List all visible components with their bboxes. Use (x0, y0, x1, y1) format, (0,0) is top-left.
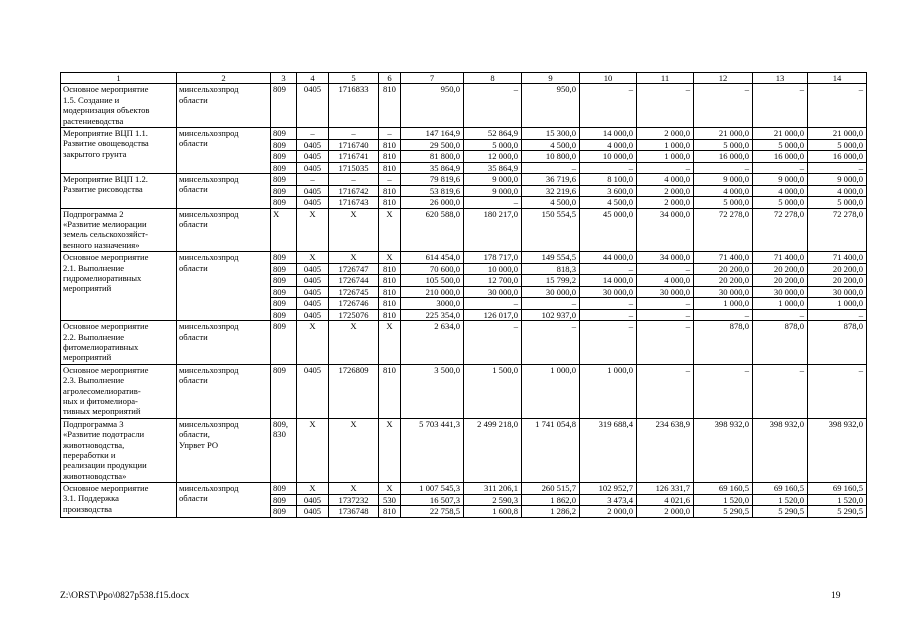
table-cell: 5 000,0 (808, 139, 867, 151)
program-name-cell: Основное мероприятие 2.2. Выполнение фитомелиоративных мероприятий (61, 321, 177, 365)
table-cell: 2 000,0 (637, 185, 694, 197)
table-cell: 8 100,0 (580, 174, 637, 186)
executor-cell: минсельхозпрод области (177, 128, 271, 174)
table-cell: X (297, 321, 329, 365)
table-cell: 810 (379, 139, 401, 151)
program-name-cell: Основное мероприятие 1.5. Создание и модернизация объектов растениеводства (61, 84, 177, 128)
table-cell: 809 (271, 252, 297, 264)
table-cell: – (637, 321, 694, 365)
table-cell: 69 160,5 (694, 483, 753, 495)
header-cell: 11 (637, 73, 694, 84)
table-cell: 72 278,0 (808, 208, 867, 252)
table-cell: 9 000,0 (464, 185, 522, 197)
table-cell: 14 000,0 (580, 128, 637, 140)
table-cell: 809 (271, 197, 297, 209)
executor-cell: минсельхозпрод области (177, 208, 271, 252)
table-row (61, 252, 867, 264)
program-name-cell: Подпрограмма 3 «Развитие подотрасли животноводства, переработки и реализации продукции животноводства» (61, 418, 177, 482)
table-cell: 5 000,0 (694, 197, 753, 209)
table-cell: 809 (271, 174, 297, 186)
program-name-cell: Основное мероприятие 3.1. Поддержка производства (61, 483, 177, 518)
table-cell: 0405 (297, 364, 329, 418)
table-cell: – (580, 162, 637, 174)
table-cell: 9 000,0 (464, 174, 522, 186)
table-cell: – (694, 309, 753, 321)
table-cell: 72 278,0 (753, 208, 808, 252)
header-cell: 2 (177, 73, 271, 84)
table-cell: 4 000,0 (580, 139, 637, 151)
table-cell: 5 290,5 (808, 506, 867, 518)
table-cell: – (753, 84, 808, 128)
table-cell: 260 515,7 (522, 483, 580, 495)
table-cell: – (522, 321, 580, 365)
table-cell: 126 331,7 (637, 483, 694, 495)
table-cell: 16 000,0 (808, 151, 867, 163)
table-cell: 0405 (297, 286, 329, 298)
table-cell: 1 000,0 (637, 151, 694, 163)
table-cell: 5 000,0 (753, 197, 808, 209)
table-cell: 0405 (297, 263, 329, 275)
table-cell: 1 000,0 (694, 298, 753, 310)
table-cell: 0405 (297, 84, 329, 128)
table-cell: 20 200,0 (808, 275, 867, 287)
table-cell: – (637, 162, 694, 174)
header-cell: 13 (753, 73, 808, 84)
table-cell: 1736748 (329, 506, 379, 518)
table-cell: 15 300,0 (522, 128, 580, 140)
table-cell: X (379, 252, 401, 264)
table-cell: – (580, 84, 637, 128)
table-cell: 810 (379, 151, 401, 163)
table-cell: – (522, 298, 580, 310)
table-cell: – (522, 162, 580, 174)
table-cell: X (329, 252, 379, 264)
table-cell: 1726809 (329, 364, 379, 418)
table-cell: 12 700,0 (464, 275, 522, 287)
table-cell: 5 290,5 (753, 506, 808, 518)
table-cell: – (637, 364, 694, 418)
table-cell: – (637, 84, 694, 128)
table-cell: – (637, 263, 694, 275)
table-cell: 180 217,0 (464, 208, 522, 252)
table-cell: 126 017,0 (464, 309, 522, 321)
table-cell: – (297, 174, 329, 186)
table-cell: X (329, 483, 379, 495)
table-cell: 809 (271, 286, 297, 298)
header-cell: 3 (271, 73, 297, 84)
table-cell: 34 000,0 (637, 252, 694, 264)
table-cell: 30 000,0 (808, 286, 867, 298)
table-cell: 30 000,0 (753, 286, 808, 298)
table-cell: 35 864,9 (401, 162, 464, 174)
table-cell: X (297, 483, 329, 495)
table-cell: 810 (379, 309, 401, 321)
table-cell: 20 200,0 (694, 275, 753, 287)
table-cell: 2 634,0 (401, 321, 464, 365)
table-cell: 1 000,0 (522, 364, 580, 418)
table-cell: 79 819,6 (401, 174, 464, 186)
header-cell: 12 (694, 73, 753, 84)
table-cell: – (808, 309, 867, 321)
table-cell: 105 500,0 (401, 275, 464, 287)
table-cell: 809 (271, 483, 297, 495)
table-cell: 1 520,0 (753, 494, 808, 506)
table-cell: – (694, 364, 753, 418)
table-cell: 810 (379, 275, 401, 287)
table-cell: 234 638,9 (637, 418, 694, 482)
table-cell: 809 (271, 364, 297, 418)
table-cell: 21 000,0 (694, 128, 753, 140)
table-cell: 878,0 (694, 321, 753, 365)
table-cell: 0405 (297, 151, 329, 163)
table-cell: – (580, 309, 637, 321)
table-cell: 2 000,0 (637, 128, 694, 140)
table-cell: 0405 (297, 494, 329, 506)
header-cell: 10 (580, 73, 637, 84)
executor-cell: минсельхозпрод области (177, 321, 271, 365)
table-row (61, 128, 867, 140)
table-cell: – (808, 162, 867, 174)
program-name-cell: Подпрограмма 2 «Развитие мелиорации земель сельскохозяйст- венного назначения» (61, 208, 177, 252)
table-cell: 70 600,0 (401, 263, 464, 275)
table-cell: 72 278,0 (694, 208, 753, 252)
table-cell: 22 758,5 (401, 506, 464, 518)
table-cell: 810 (379, 84, 401, 128)
table-row (61, 483, 867, 495)
table-cell: – (379, 128, 401, 140)
table-cell: – (580, 321, 637, 365)
table-cell: 30 000,0 (522, 286, 580, 298)
table-cell: 26 000,0 (401, 197, 464, 209)
table-cell: 30 000,0 (694, 286, 753, 298)
table-cell: X (379, 418, 401, 482)
table-row (61, 364, 867, 418)
table-cell: 398 932,0 (694, 418, 753, 482)
header-cell: 7 (401, 73, 464, 84)
table-cell: 0405 (297, 275, 329, 287)
table-cell: 3 500,0 (401, 364, 464, 418)
table-cell: 4 500,0 (522, 139, 580, 151)
table-cell: 810 (379, 162, 401, 174)
table-cell: – (464, 84, 522, 128)
table-cell: 2 000,0 (580, 506, 637, 518)
table-cell: 21 000,0 (753, 128, 808, 140)
table-cell: 0405 (297, 185, 329, 197)
table-cell: 1 007 545,3 (401, 483, 464, 495)
table-cell: 52 864,9 (464, 128, 522, 140)
table-cell: 53 819,6 (401, 185, 464, 197)
table-cell: 69 160,5 (753, 483, 808, 495)
table-cell: 950,0 (401, 84, 464, 128)
table-cell: 30 000,0 (464, 286, 522, 298)
table-row (61, 174, 867, 186)
table-cell: 30 000,0 (580, 286, 637, 298)
table-cell: 1725076 (329, 309, 379, 321)
program-name-cell: Основное мероприятие 2.3. Выполнение агролесомелиоратив- ных и фитомелиора- тивных мероприятий (61, 364, 177, 418)
table-cell: 1716740 (329, 139, 379, 151)
data-table (60, 72, 867, 518)
table-cell: 3000,0 (401, 298, 464, 310)
table-cell: 810 (379, 185, 401, 197)
table-cell: 809, 830 (271, 418, 297, 482)
table-cell: – (580, 298, 637, 310)
table-cell: 29 500,0 (401, 139, 464, 151)
table-cell: 10 000,0 (464, 263, 522, 275)
table-cell: X (329, 418, 379, 482)
table-cell: – (753, 162, 808, 174)
table-cell: 809 (271, 151, 297, 163)
table-cell: 1716833 (329, 84, 379, 128)
table-cell: – (329, 128, 379, 140)
program-name-cell: Мероприятие ВЦП 1.2. Развитие рисоводства (61, 174, 177, 209)
table-cell: 809 (271, 162, 297, 174)
table-cell: – (464, 321, 522, 365)
table-cell: 620 588,0 (401, 208, 464, 252)
header-cell: 14 (808, 73, 867, 84)
table-cell: – (297, 128, 329, 140)
table-cell: 69 160,5 (808, 483, 867, 495)
table-cell: – (464, 197, 522, 209)
table-cell: 1 000,0 (580, 364, 637, 418)
table-cell: 102 937,0 (522, 309, 580, 321)
table-cell: 71 400,0 (694, 252, 753, 264)
table-cell: 809 (271, 321, 297, 365)
table-cell: – (753, 309, 808, 321)
table-cell: 20 200,0 (694, 263, 753, 275)
table-cell: – (694, 84, 753, 128)
table-cell: 45 000,0 (580, 208, 637, 252)
table-cell: 1 286,2 (522, 506, 580, 518)
table-cell: 1726747 (329, 263, 379, 275)
table-cell: 1 520,0 (808, 494, 867, 506)
table-cell: X (329, 321, 379, 365)
header-cell: 4 (297, 73, 329, 84)
table-cell: 809 (271, 185, 297, 197)
program-name-cell: Основное мероприятие 2.1. Выполнение гидромелиоративных мероприятий (61, 252, 177, 321)
table-cell: 810 (379, 298, 401, 310)
table-cell: 178 717,0 (464, 252, 522, 264)
table-cell: 30 000,0 (637, 286, 694, 298)
table-cell: 21 000,0 (808, 128, 867, 140)
table-cell: 530 (379, 494, 401, 506)
table-row (61, 418, 867, 482)
table-cell: 0405 (297, 197, 329, 209)
table-cell: 147 164,9 (401, 128, 464, 140)
table-cell: 1 500,0 (464, 364, 522, 418)
header-cell: 6 (379, 73, 401, 84)
table-cell: 1 741 054,8 (522, 418, 580, 482)
table-cell: 225 354,0 (401, 309, 464, 321)
table-cell: 4 500,0 (580, 197, 637, 209)
table-row (61, 321, 867, 365)
header-cell: 5 (329, 73, 379, 84)
table-cell: 4 000,0 (637, 174, 694, 186)
table-cell: 9 000,0 (808, 174, 867, 186)
executor-cell: минсельхозпрод области, Упрвет РО (177, 418, 271, 482)
table-cell: 20 200,0 (753, 263, 808, 275)
table-cell: – (464, 298, 522, 310)
table-cell: 809 (271, 494, 297, 506)
table-cell: 0405 (297, 298, 329, 310)
table-cell: 44 000,0 (580, 252, 637, 264)
table-cell: 810 (379, 364, 401, 418)
table-cell: 4 000,0 (808, 185, 867, 197)
table-cell: 311 206,1 (464, 483, 522, 495)
table-cell: – (379, 174, 401, 186)
header-row (61, 73, 867, 84)
table-cell: – (808, 364, 867, 418)
table-cell: 809 (271, 139, 297, 151)
table-cell: – (329, 174, 379, 186)
table-cell: 1 862,0 (522, 494, 580, 506)
table-cell: X (379, 483, 401, 495)
table-cell: 1715035 (329, 162, 379, 174)
table-cell: 810 (379, 506, 401, 518)
table-cell: 14 000,0 (580, 275, 637, 287)
table-cell: 878,0 (753, 321, 808, 365)
table-cell: – (808, 84, 867, 128)
table-cell: 810 (379, 263, 401, 275)
table-cell: 20 200,0 (808, 263, 867, 275)
table-cell: 878,0 (808, 321, 867, 365)
table-cell: 36 719,6 (522, 174, 580, 186)
table-cell: 809 (271, 275, 297, 287)
table-cell: 16 000,0 (753, 151, 808, 163)
footer-file-path: Z:\ORST\Ppo\0827p538.f15.docx (60, 591, 190, 601)
header-cell: 9 (522, 73, 580, 84)
table-cell: X (379, 208, 401, 252)
table-cell: 5 703 441,3 (401, 418, 464, 482)
table-cell: 1716743 (329, 197, 379, 209)
table-cell: X (329, 208, 379, 252)
table-cell: 398 932,0 (753, 418, 808, 482)
executor-cell: минсельхозпрод области (177, 174, 271, 209)
table-cell: 2 499 218,0 (464, 418, 522, 482)
program-name-cell: Мероприятие ВЦП 1.1. Развитие овощеводства закрытого грунта (61, 128, 177, 174)
table-cell: – (694, 162, 753, 174)
table-cell: 32 219,6 (522, 185, 580, 197)
table-cell: 3 473,4 (580, 494, 637, 506)
table-row (61, 208, 867, 252)
executor-cell: минсельхозпрод области (177, 364, 271, 418)
table-cell: 71 400,0 (808, 252, 867, 264)
table-cell: 12 000,0 (464, 151, 522, 163)
table-row (61, 84, 867, 128)
table-cell: 10 800,0 (522, 151, 580, 163)
table-cell: 35 864,9 (464, 162, 522, 174)
table-cell: 319 688,4 (580, 418, 637, 482)
table-cell: X (297, 418, 329, 482)
table-cell: 0405 (297, 309, 329, 321)
table-cell: 5 000,0 (808, 197, 867, 209)
table-cell: 5 290,5 (694, 506, 753, 518)
table-cell: 1 000,0 (753, 298, 808, 310)
table-cell: 210 000,0 (401, 286, 464, 298)
table-cell: 2 000,0 (637, 197, 694, 209)
table-cell: 1 000,0 (637, 139, 694, 151)
table-cell: 71 400,0 (753, 252, 808, 264)
table-cell: 614 454,0 (401, 252, 464, 264)
table-cell: 81 800,0 (401, 151, 464, 163)
table-cell: 102 952,7 (580, 483, 637, 495)
table-cell: 1 520,0 (694, 494, 753, 506)
table-cell: 3 600,0 (580, 185, 637, 197)
table-cell: 1726744 (329, 275, 379, 287)
table-cell: X (297, 208, 329, 252)
table-cell: 0405 (297, 162, 329, 174)
table-cell: 1726746 (329, 298, 379, 310)
table-cell: 149 554,5 (522, 252, 580, 264)
table-cell: 20 200,0 (753, 275, 808, 287)
table-cell: X (379, 321, 401, 365)
table-cell: – (580, 263, 637, 275)
table-cell: 398 932,0 (808, 418, 867, 482)
table-cell: 1737232 (329, 494, 379, 506)
table-cell: 1 000,0 (808, 298, 867, 310)
table-cell: 4 021,6 (637, 494, 694, 506)
table-cell: 10 000,0 (580, 151, 637, 163)
table-cell: 9 000,0 (694, 174, 753, 186)
table-cell: – (637, 309, 694, 321)
executor-cell: минсельхозпрод области (177, 84, 271, 128)
table-cell: 809 (271, 298, 297, 310)
table-cell: 809 (271, 84, 297, 128)
executor-cell: минсельхозпрод области (177, 252, 271, 321)
table-cell: – (637, 298, 694, 310)
table-cell: 0405 (297, 506, 329, 518)
table-cell: 809 (271, 309, 297, 321)
table-cell: 1716742 (329, 185, 379, 197)
header-cell: 1 (61, 73, 177, 84)
table-cell: 16 000,0 (694, 151, 753, 163)
table-cell: 818,3 (522, 263, 580, 275)
table-cell: 34 000,0 (637, 208, 694, 252)
table-cell: 9 000,0 (753, 174, 808, 186)
table-cell: 1 600,8 (464, 506, 522, 518)
table-cell: 5 000,0 (753, 139, 808, 151)
table-cell: X (271, 208, 297, 252)
table-cell: 2 590,3 (464, 494, 522, 506)
table-cell: 4 500,0 (522, 197, 580, 209)
table-cell: 1716741 (329, 151, 379, 163)
table-cell: 809 (271, 128, 297, 140)
executor-cell: минсельхозпрод области (177, 483, 271, 518)
table-cell: 150 554,5 (522, 208, 580, 252)
table-cell: 810 (379, 286, 401, 298)
table-cell: 950,0 (522, 84, 580, 128)
table-cell: 15 799,2 (522, 275, 580, 287)
page-number: 19 (831, 591, 841, 601)
table-cell: – (753, 364, 808, 418)
table-cell: 810 (379, 197, 401, 209)
table-cell: 2 000,0 (637, 506, 694, 518)
table-cell: 4 000,0 (637, 275, 694, 287)
table-cell: X (297, 252, 329, 264)
table-cell: 809 (271, 263, 297, 275)
table-cell: 1726745 (329, 286, 379, 298)
table-cell: 16 507,3 (401, 494, 464, 506)
header-cell: 8 (464, 73, 522, 84)
table-cell: 0405 (297, 139, 329, 151)
table-cell: 5 000,0 (464, 139, 522, 151)
table-cell: 809 (271, 506, 297, 518)
table-cell: 4 000,0 (694, 185, 753, 197)
table-cell: 5 000,0 (694, 139, 753, 151)
table-cell: 4 000,0 (753, 185, 808, 197)
